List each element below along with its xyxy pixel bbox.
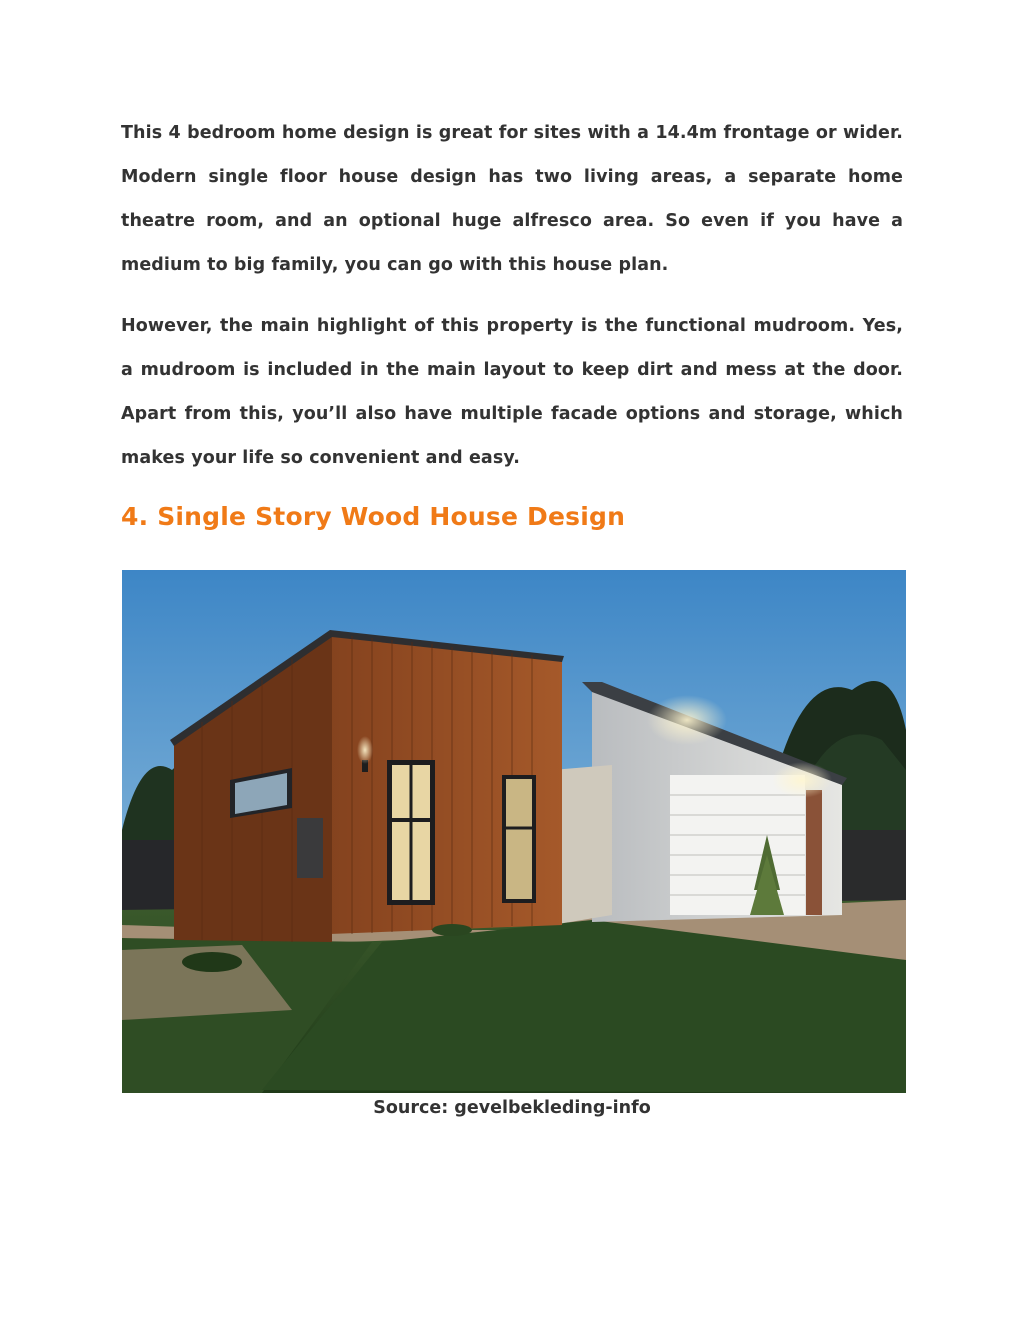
body-paragraph-1: This 4 bedroom home design is great for sites with a 14.4m frontage or wider. Modern single floor house design has two living areas, a separate home theatre room, and an optional huge alfresco area. So even if you have a medium to big family, you can go with this house plan. [121, 123, 903, 275]
section-heading: 4. Single Story Wood House Design [121, 502, 626, 531]
house-photo [122, 570, 906, 1093]
image-caption: Source: gevelbekleding-info [373, 1098, 651, 1118]
body-paragraph-2: However, the main highlight of this property is the functional mudroom. Yes, a mudroom is included in the main layout to keep dirt and mess at the door. Apart from this, you’ll also have multiple facade options and storage, which makes your life so convenient and easy. [121, 316, 903, 468]
